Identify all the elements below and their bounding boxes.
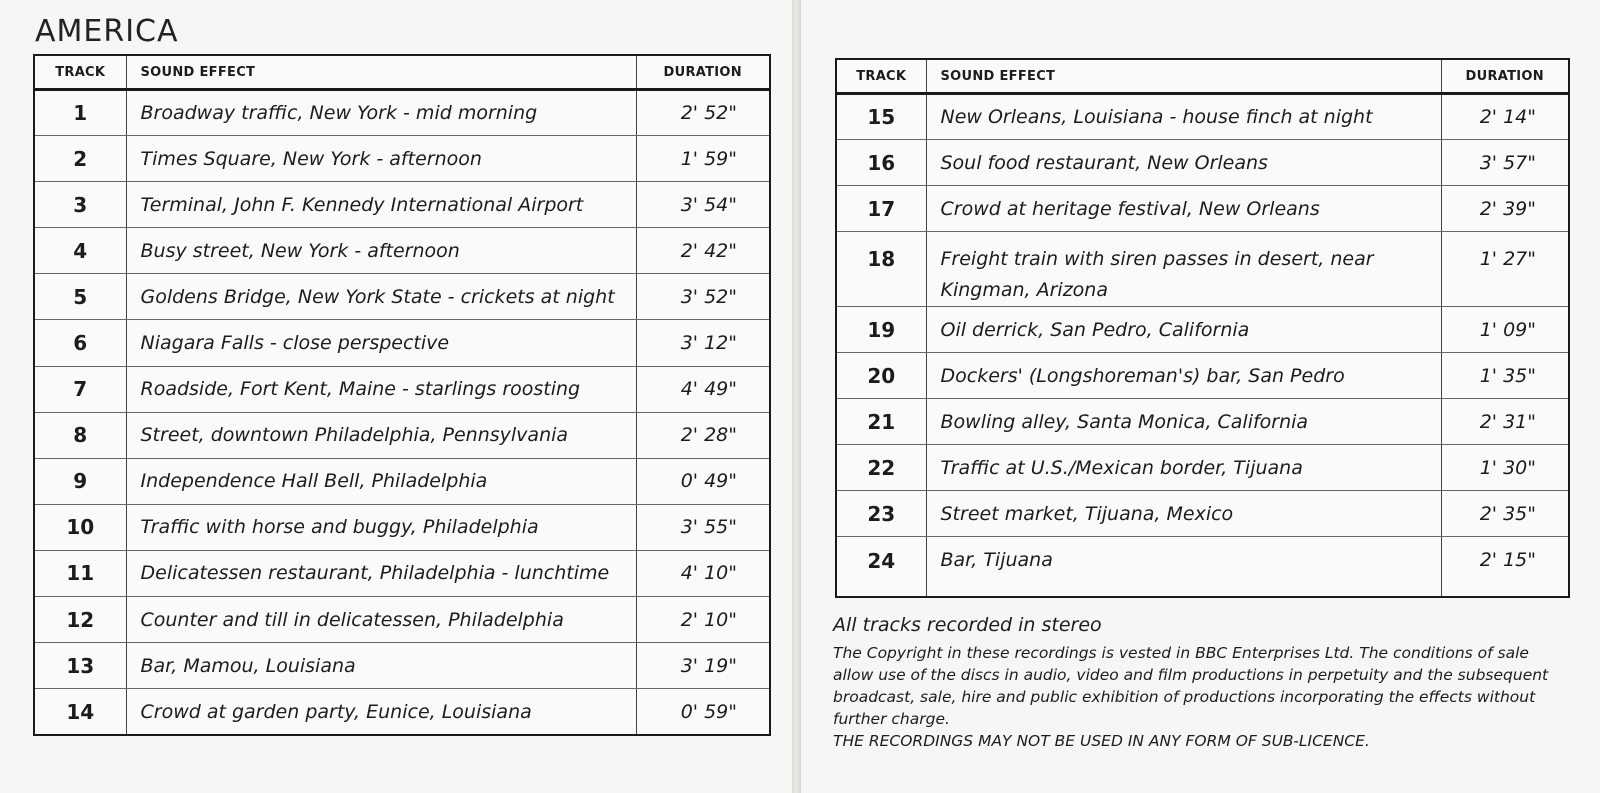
licence-notice: THE RECORDINGS MAY NOT BE USED IN ANY FORM OF SUB-LICENCE. (833, 732, 1370, 750)
track-effect: Freight train with siren passes in desert, near Kingman, Arizona (926, 232, 1441, 307)
track-duration: 2' 39" (1441, 186, 1569, 232)
table-row (34, 228, 770, 274)
track-duration: 2' 28" (636, 412, 770, 458)
track-duration: 3' 55" (636, 504, 770, 550)
table-row (34, 550, 770, 596)
track-duration: 2' 42" (636, 228, 770, 274)
track-number: 23 (836, 491, 926, 537)
track-duration: 1' 59" (636, 136, 770, 182)
track-number: 8 (34, 412, 126, 458)
track-duration: 3' 12" (636, 320, 770, 366)
track-number: 14 (34, 689, 126, 735)
track-duration: 2' 31" (1441, 399, 1569, 445)
track-number: 4 (34, 228, 126, 274)
track-table-right (835, 58, 1570, 598)
track-number: 2 (34, 136, 126, 182)
table-row (34, 182, 770, 228)
table-row (34, 412, 770, 458)
table-header-row (836, 59, 1569, 94)
track-table-left (33, 54, 771, 736)
track-effect: Busy street, New York - afternoon (126, 228, 636, 274)
table-row (836, 353, 1569, 399)
header-duration: DURATION (636, 55, 770, 90)
table-row (836, 307, 1569, 353)
track-number: 24 (836, 537, 926, 597)
table-row (836, 186, 1569, 232)
track-effect: Soul food restaurant, New Orleans (926, 140, 1441, 186)
header-duration: DURATION (1441, 59, 1569, 94)
track-duration: 3' 54" (636, 182, 770, 228)
track-number: 11 (34, 550, 126, 596)
stereo-note: All tracks recorded in stereo (833, 614, 1102, 636)
track-number: 18 (836, 232, 926, 307)
table-row (836, 140, 1569, 186)
table-row (34, 274, 770, 320)
track-effect: Crowd at heritage festival, New Orleans (926, 186, 1441, 232)
header-track: TRACK (836, 59, 926, 94)
table-row (836, 491, 1569, 537)
table-row (34, 458, 770, 504)
track-effect: Bar, Tijuana (926, 537, 1441, 597)
track-number: 9 (34, 458, 126, 504)
track-number: 5 (34, 274, 126, 320)
table-row (836, 399, 1569, 445)
track-duration: 1' 30" (1441, 445, 1569, 491)
track-effect: Bowling alley, Santa Monica, California (926, 399, 1441, 445)
track-effect: Oil derrick, San Pedro, California (926, 307, 1441, 353)
track-effect: Counter and till in delicatessen, Philadelphia (126, 597, 636, 643)
track-number: 22 (836, 445, 926, 491)
track-effect: Bar, Mamou, Louisiana (126, 643, 636, 689)
track-duration: 3' 19" (636, 643, 770, 689)
track-effect: Street, downtown Philadelphia, Pennsylvania (126, 412, 636, 458)
table-row (836, 232, 1569, 307)
track-number: 3 (34, 182, 126, 228)
track-number: 12 (34, 597, 126, 643)
track-effect: Terminal, John F. Kennedy International Airport (126, 182, 636, 228)
header-sound-effect: SOUND EFFECT (126, 55, 636, 90)
table-row (34, 366, 770, 412)
track-effect: Independence Hall Bell, Philadelphia (126, 458, 636, 504)
track-number: 6 (34, 320, 126, 366)
track-number: 21 (836, 399, 926, 445)
table-row (34, 90, 770, 136)
header-sound-effect: SOUND EFFECT (926, 59, 1441, 94)
track-effect: Crowd at garden party, Eunice, Louisiana (126, 689, 636, 735)
track-duration: 1' 35" (1441, 353, 1569, 399)
track-effect: Roadside, Fort Kent, Maine - starlings roosting (126, 366, 636, 412)
track-number: 15 (836, 94, 926, 140)
track-duration: 2' 52" (636, 90, 770, 136)
track-duration: 1' 09" (1441, 307, 1569, 353)
track-duration: 1' 27" (1441, 232, 1569, 307)
track-number: 13 (34, 643, 126, 689)
track-number: 17 (836, 186, 926, 232)
table-row (34, 504, 770, 550)
track-effect: Goldens Bridge, New York State - crickets at night (126, 274, 636, 320)
track-duration: 3' 52" (636, 274, 770, 320)
page-title: AMERICA (35, 14, 179, 49)
track-effect: Traffic at U.S./Mexican border, Tijuana (926, 445, 1441, 491)
track-number: 10 (34, 504, 126, 550)
track-duration: 0' 49" (636, 458, 770, 504)
track-effect: Times Square, New York - afternoon (126, 136, 636, 182)
track-duration: 2' 14" (1441, 94, 1569, 140)
track-duration: 2' 10" (636, 597, 770, 643)
table-row (836, 537, 1569, 597)
track-duration: 4' 49" (636, 366, 770, 412)
table-row (34, 689, 770, 735)
track-duration: 0' 59" (680, 700, 737, 723)
track-duration: 2' 35" (1441, 491, 1569, 537)
track-effect: New Orleans, Louisiana - house finch at night (926, 94, 1441, 140)
table-row (836, 445, 1569, 491)
copyright-notice: The Copyright in these recordings is vested in BBC Enterprises Ltd. The conditions of sale allow use of the discs in audio, video and film productions in perpetuity and the subsequent broadcast, sale, hire and public exhibition of productions incorporating the effects without further charge. (833, 644, 1549, 728)
track-effect: Street market, Tijuana, Mexico (926, 491, 1441, 537)
table-header-row (34, 55, 770, 90)
table-row (34, 320, 770, 366)
track-duration: 4' 10" (636, 550, 770, 596)
track-effect: Delicatessen restaurant, Philadelphia - lunchtime (126, 550, 636, 596)
track-effect: Niagara Falls - close perspective (126, 320, 636, 366)
track-number: 19 (836, 307, 926, 353)
track-duration: 3' 57" (1441, 140, 1569, 186)
header-track: TRACK (34, 55, 126, 90)
booklet-spine (792, 0, 800, 793)
track-effect: Dockers' (Longshoreman's) bar, San Pedro (926, 353, 1441, 399)
track-number: 1 (34, 90, 126, 136)
table-row (34, 597, 770, 643)
track-effect: Broadway traffic, New York - mid morning (126, 90, 636, 136)
track-number: 16 (836, 140, 926, 186)
table-row (34, 643, 770, 689)
track-number: 7 (34, 366, 126, 412)
track-effect: Traffic with horse and buggy, Philadelphia (126, 504, 636, 550)
track-duration: 2' 15" (1479, 549, 1536, 571)
notes-block (833, 614, 1553, 752)
track-number: 20 (836, 353, 926, 399)
table-row (836, 94, 1569, 140)
table-row (34, 136, 770, 182)
